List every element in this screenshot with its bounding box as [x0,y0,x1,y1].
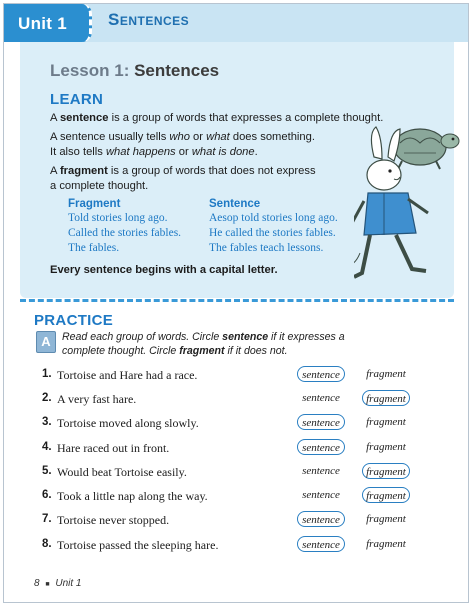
item-number: 4. [42,441,52,453]
item-number: 7. [42,513,52,525]
text-run: or [175,146,192,158]
lesson-name: Sentences [134,61,220,80]
option-sentence[interactable]: sentence [302,392,340,404]
option-sentence[interactable]: sentence [297,536,345,552]
page-footer [34,578,81,589]
option-sentence[interactable]: sentence [302,465,340,477]
emph-what-is-done: what is done [191,146,255,158]
option-fragment[interactable]: fragment [366,368,406,380]
practice-item [0,465,474,489]
item-number: 5. [42,465,52,477]
practice-instructions [62,330,345,358]
item-number: 8. [42,538,52,550]
sentence-example: He called the stories fables. [209,227,336,239]
item-text: Hare raced out in front. [57,441,170,455]
option-fragment[interactable]: fragment [362,463,410,479]
sentence-explanation-line-2 [50,145,258,160]
text-run: A [50,165,60,177]
unit-label: Unit 1 [18,14,68,33]
practice-item [0,513,474,537]
footer-unit: Unit 1 [55,578,82,589]
option-fragment[interactable]: fragment [366,513,406,525]
practice-item [0,368,474,392]
fragment-example: The fables. [68,242,120,254]
item-number: 1. [42,368,52,380]
tortoise-hare-illustration [354,113,466,303]
text-run: does something. [229,131,315,143]
option-fragment[interactable]: fragment [366,538,406,550]
item-text: Took a little nap along the way. [57,489,208,503]
term-fragment: fragment [59,165,108,177]
emph-what: what [206,131,230,143]
practice-heading: PRACTICE [34,312,114,329]
practice-item [0,489,474,513]
item-text: A very fast hare. [57,392,137,406]
item-number: 2. [42,392,52,404]
option-sentence[interactable]: sentence [297,414,345,430]
term-sentence: sentence [59,112,109,124]
chapter-title: Sentences [108,10,190,29]
text-run: A [50,112,60,124]
text-run: It also tells [50,146,106,158]
item-text: Would beat Tortoise easily. [57,465,187,479]
fragment-definition-line-1 [50,164,316,179]
item-text: Tortoise passed the sleeping hare. [57,538,219,552]
sentence-column-heading: Sentence [209,198,261,210]
practice-item [0,416,474,440]
lesson-number: Lesson 1: [50,61,130,80]
page-number: 8 [34,578,40,589]
emph-what-happens: what happens [105,146,176,158]
fragment-example: Told stories long ago. [68,212,168,224]
tortoise-icon [394,129,459,169]
fragment-example: Called the stories fables. [68,227,182,239]
option-fragment[interactable]: fragment [366,441,406,453]
item-text: Tortoise moved along slowly. [57,416,199,430]
item-number: 3. [42,416,52,428]
option-fragment[interactable]: fragment [366,416,406,428]
unit-tab [4,4,92,42]
sentence-example: The fables teach lessons. [209,242,324,254]
text-run: if it does not. [224,345,288,357]
option-sentence[interactable]: sentence [297,366,345,382]
option-sentence[interactable]: sentence [297,511,345,527]
option-sentence[interactable]: sentence [297,439,345,455]
lesson-title [50,61,219,81]
option-fragment[interactable]: fragment [362,390,410,406]
text-run: A sentence usually tells [50,131,170,143]
text-run: is a group of words that does not express [107,165,316,177]
learn-heading: LEARN [50,91,104,108]
fragment-definition-line-2: a complete thought. [50,180,149,192]
item-text: Tortoise and Hare had a race. [57,368,198,382]
practice-item [0,538,474,562]
instr-sentence: sentence [222,331,269,343]
text-run: . [254,146,258,158]
emph-who: who [169,131,190,143]
footer-bullet: ■ [45,581,50,588]
practice-item [0,392,474,416]
text-run: or [189,131,207,143]
item-text: Tortoise never stopped. [57,513,170,527]
option-sentence[interactable]: sentence [302,489,340,501]
option-fragment[interactable]: fragment [362,487,410,503]
text-run: complete thought. Circle [62,345,180,357]
capital-letter-rule [50,263,278,278]
sentence-explanation-line-1 [50,130,315,145]
section-a-badge: A [36,331,56,353]
sentence-definition [50,111,383,126]
item-number: 6. [42,489,52,501]
text-run: Read each group of words. Circle [62,331,223,343]
sentence-example: Aesop told stories long ago. [209,212,338,224]
text-run: if it expresses a [268,331,345,343]
rule-text: Every sentence begins with a capital letter. [50,264,278,276]
instr-fragment: fragment [179,345,225,357]
practice-item [0,441,474,465]
fragment-column-heading: Fragment [68,198,121,210]
text-run: is a group of words that expresses a complete thought. [108,112,384,124]
